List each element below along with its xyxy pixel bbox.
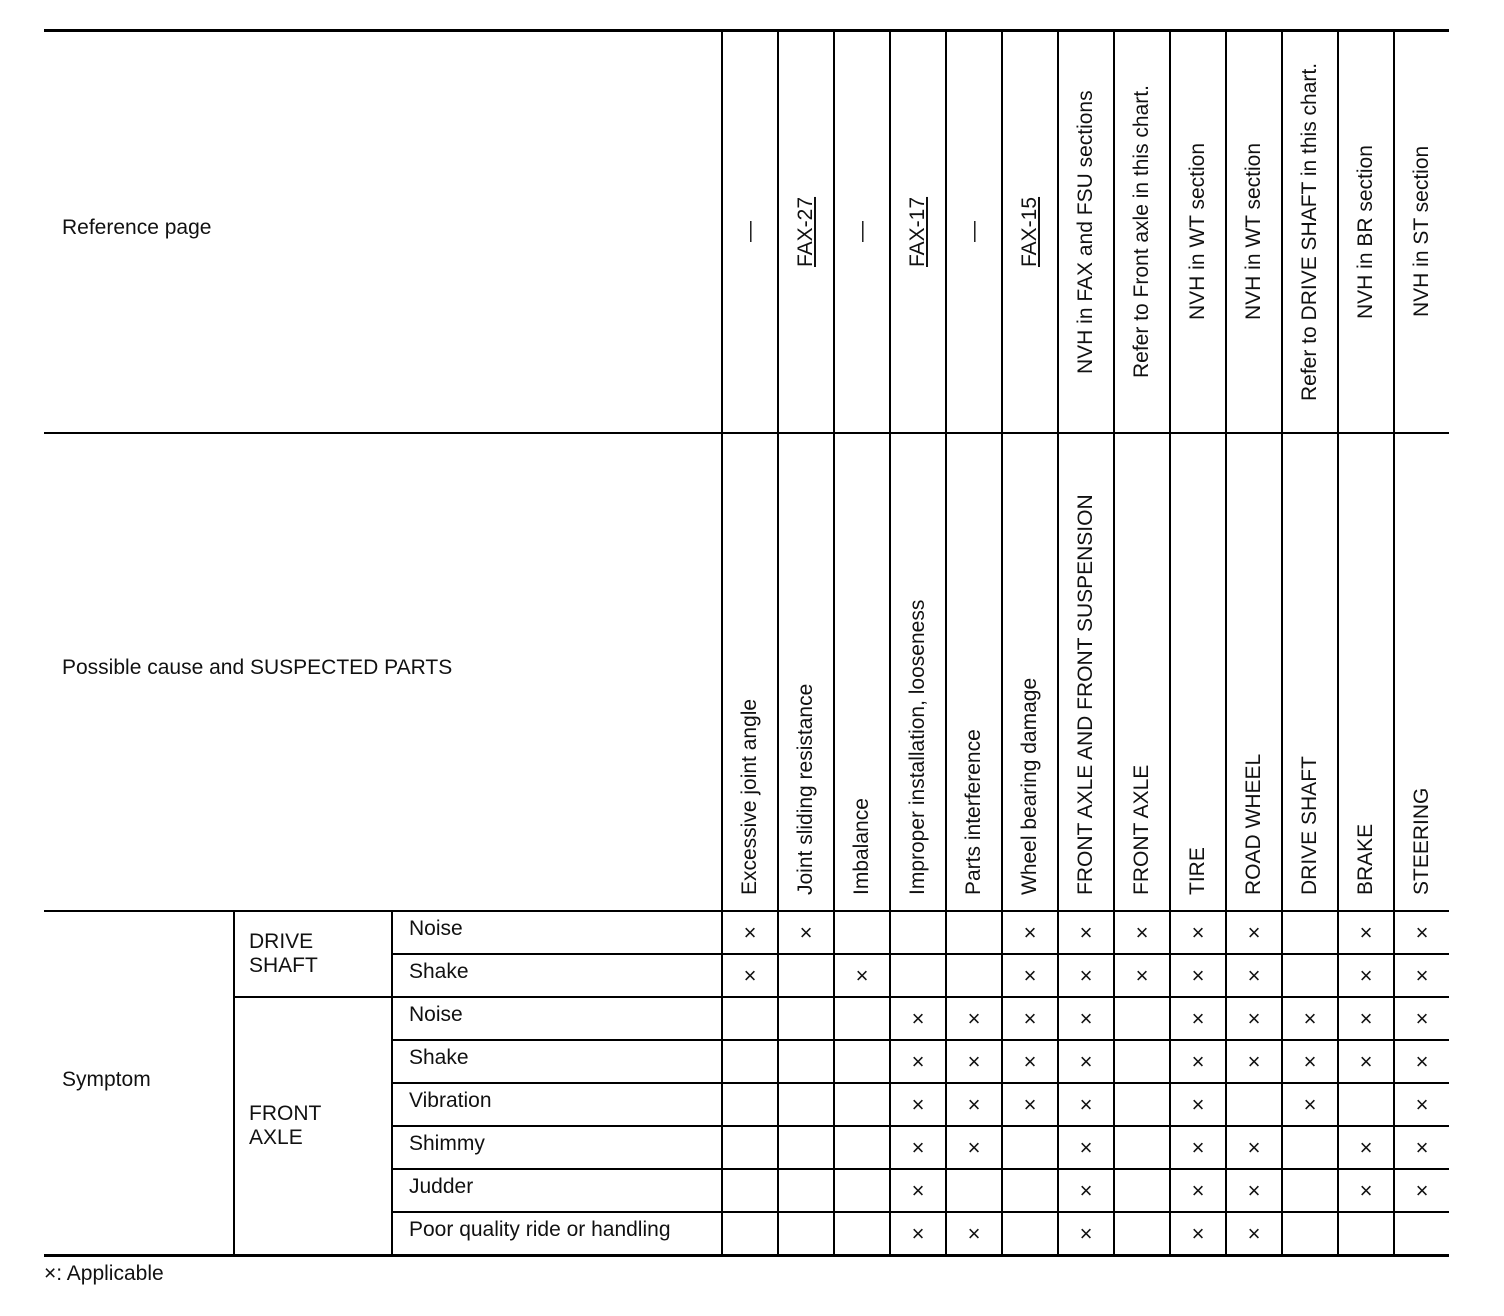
reference-page-label: Reference page <box>62 216 212 239</box>
applicable-mark: × <box>1415 1049 1429 1074</box>
applicable-mark: × <box>1079 1135 1093 1160</box>
symptom-label: Symptom <box>62 1068 151 1091</box>
reference-page-7: NVH in FAX and FSU sections <box>1074 90 1097 374</box>
suspected-part-2: Joint sliding resistance <box>794 683 817 895</box>
symptom-name: Vibration <box>409 1089 492 1112</box>
column-divider <box>833 30 835 1255</box>
applicable-mark: × <box>1359 1049 1373 1074</box>
symptom-name: Noise <box>409 1003 463 1026</box>
row-divider <box>392 1039 1449 1041</box>
applicable-mark: × <box>967 1006 981 1031</box>
column-divider <box>721 30 723 1255</box>
applicable-mark: × <box>911 1049 925 1074</box>
applicable-mark: × <box>1023 963 1037 988</box>
suspected-part-13: STEERING <box>1410 787 1433 895</box>
applicable-mark: × <box>967 1092 981 1117</box>
applicable-mark: × <box>911 1092 925 1117</box>
applicable-mark: × <box>1191 1178 1205 1203</box>
symptom-name: Shake <box>409 960 469 983</box>
applicable-mark: × <box>1303 1006 1317 1031</box>
applicable-mark: × <box>967 1221 981 1246</box>
applicable-mark: × <box>1415 1006 1429 1031</box>
symptom-name: Noise <box>409 917 463 940</box>
suspected-part-9: TIRE <box>1186 847 1209 895</box>
row-divider <box>392 1125 1449 1127</box>
column-divider <box>777 30 779 1255</box>
applicable-mark: × <box>1359 1178 1373 1203</box>
applicable-mark: × <box>1023 1049 1037 1074</box>
applicable-mark: × <box>1359 1135 1373 1160</box>
applicable-mark: × <box>1079 1221 1093 1246</box>
reference-page-6[interactable]: FAX-15 <box>1018 196 1041 267</box>
reference-page-5: — <box>962 221 985 242</box>
suspected-part-3: Imbalance <box>850 798 873 895</box>
applicable-mark: × <box>1247 1178 1261 1203</box>
applicable-mark: × <box>1247 920 1261 945</box>
group-label-line: AXLE <box>249 1126 303 1150</box>
suspected-part-6: Wheel bearing damage <box>1018 677 1041 895</box>
group-label-line: SHAFT <box>249 954 318 978</box>
reference-page-11: Refer to DRIVE SHAFT in this chart. <box>1298 62 1321 401</box>
applicable-mark: × <box>911 1178 925 1203</box>
possible-cause-label: Possible cause and SUSPECTED PARTS <box>62 656 453 679</box>
applicable-mark: × <box>1247 1006 1261 1031</box>
applicable-mark: × <box>1191 963 1205 988</box>
suspected-part-12: BRAKE <box>1354 823 1377 895</box>
row-divider <box>392 953 1449 955</box>
table-bottom-rule <box>44 1254 1449 1257</box>
applicable-mark: × <box>1359 963 1373 988</box>
reference-page-9: NVH in WT section <box>1186 143 1209 320</box>
symptom-group-label <box>249 1102 321 1150</box>
applicable-mark: × <box>1191 920 1205 945</box>
applicable-mark: × <box>1415 920 1429 945</box>
reference-page-2[interactable]: FAX-27 <box>794 196 817 267</box>
reference-page-13: NVH in ST section <box>1410 145 1433 317</box>
applicable-mark: × <box>1303 1092 1317 1117</box>
applicable-mark: × <box>1191 1135 1205 1160</box>
footnote: ×: Applicable <box>44 1262 164 1285</box>
group-label-line: DRIVE <box>249 930 314 953</box>
applicable-mark: × <box>967 1135 981 1160</box>
applicable-mark: × <box>1247 1049 1261 1074</box>
row-divider <box>392 1168 1449 1170</box>
header-divider <box>44 910 1449 912</box>
table-top-rule <box>44 29 1449 32</box>
applicable-mark: × <box>911 1135 925 1160</box>
applicable-mark: × <box>1023 1006 1037 1031</box>
applicable-mark: × <box>1415 1178 1429 1203</box>
applicable-mark: × <box>1359 920 1373 945</box>
applicable-mark: × <box>743 920 757 945</box>
row-divider <box>392 1211 1449 1213</box>
applicable-mark: × <box>1247 1135 1261 1160</box>
suspected-part-1: Excessive joint angle <box>738 698 761 895</box>
symptom-group-label <box>249 930 318 978</box>
applicable-mark: × <box>1415 963 1429 988</box>
applicable-mark: × <box>1135 920 1149 945</box>
applicable-mark: × <box>1415 1135 1429 1160</box>
applicable-mark: × <box>1415 1092 1429 1117</box>
group-label-line: FRONT <box>249 1102 322 1125</box>
symptom-name: Poor quality ride or handling <box>409 1218 671 1241</box>
applicable-mark: × <box>1079 1092 1093 1117</box>
reference-page-1: — <box>738 221 761 242</box>
applicable-mark: × <box>1191 1049 1205 1074</box>
applicable-mark: × <box>911 1006 925 1031</box>
applicable-mark: × <box>1303 1049 1317 1074</box>
applicable-mark: × <box>855 963 869 988</box>
applicable-mark: × <box>1079 1049 1093 1074</box>
applicable-mark: × <box>1247 963 1261 988</box>
applicable-mark: × <box>967 1049 981 1074</box>
reference-page-8: Refer to Front axle in this chart. <box>1130 85 1153 378</box>
suspected-part-7: FRONT AXLE AND FRONT SUSPENSION <box>1074 494 1097 895</box>
applicable-mark: × <box>743 963 757 988</box>
reference-page-3: — <box>850 221 873 242</box>
applicable-mark: × <box>1359 1006 1373 1031</box>
applicable-mark: × <box>1247 1221 1261 1246</box>
reference-page-4[interactable]: FAX-17 <box>906 196 929 267</box>
applicable-mark: × <box>799 920 813 945</box>
applicable-mark: × <box>1023 1092 1037 1117</box>
applicable-mark: × <box>1135 963 1149 988</box>
symptom-name: Shake <box>409 1046 469 1069</box>
applicable-mark: × <box>1079 920 1093 945</box>
row-divider <box>234 996 1449 998</box>
suspected-part-8: FRONT AXLE <box>1130 764 1153 895</box>
applicable-mark: × <box>1079 1006 1093 1031</box>
suspected-part-10: ROAD WHEEL <box>1242 753 1265 895</box>
applicable-mark: × <box>1079 1178 1093 1203</box>
row-divider <box>392 1082 1449 1084</box>
applicable-mark: × <box>1023 920 1037 945</box>
reference-page-12: NVH in BR section <box>1354 145 1377 319</box>
applicable-mark: × <box>1079 963 1093 988</box>
symptom-name: Shimmy <box>409 1132 485 1155</box>
suspected-part-4: Improper installation, looseness <box>906 599 929 895</box>
reference-page-10: NVH in WT section <box>1242 143 1265 320</box>
applicable-mark: × <box>1191 1221 1205 1246</box>
group-divider <box>233 911 235 1255</box>
symptom-name: Judder <box>409 1175 474 1198</box>
applicable-mark: × <box>1191 1006 1205 1031</box>
header-divider <box>44 432 1449 434</box>
applicable-mark: × <box>1191 1092 1205 1117</box>
suspected-part-5: Parts interference <box>962 729 985 895</box>
applicable-mark: × <box>911 1221 925 1246</box>
suspected-part-11: DRIVE SHAFT <box>1298 756 1321 895</box>
